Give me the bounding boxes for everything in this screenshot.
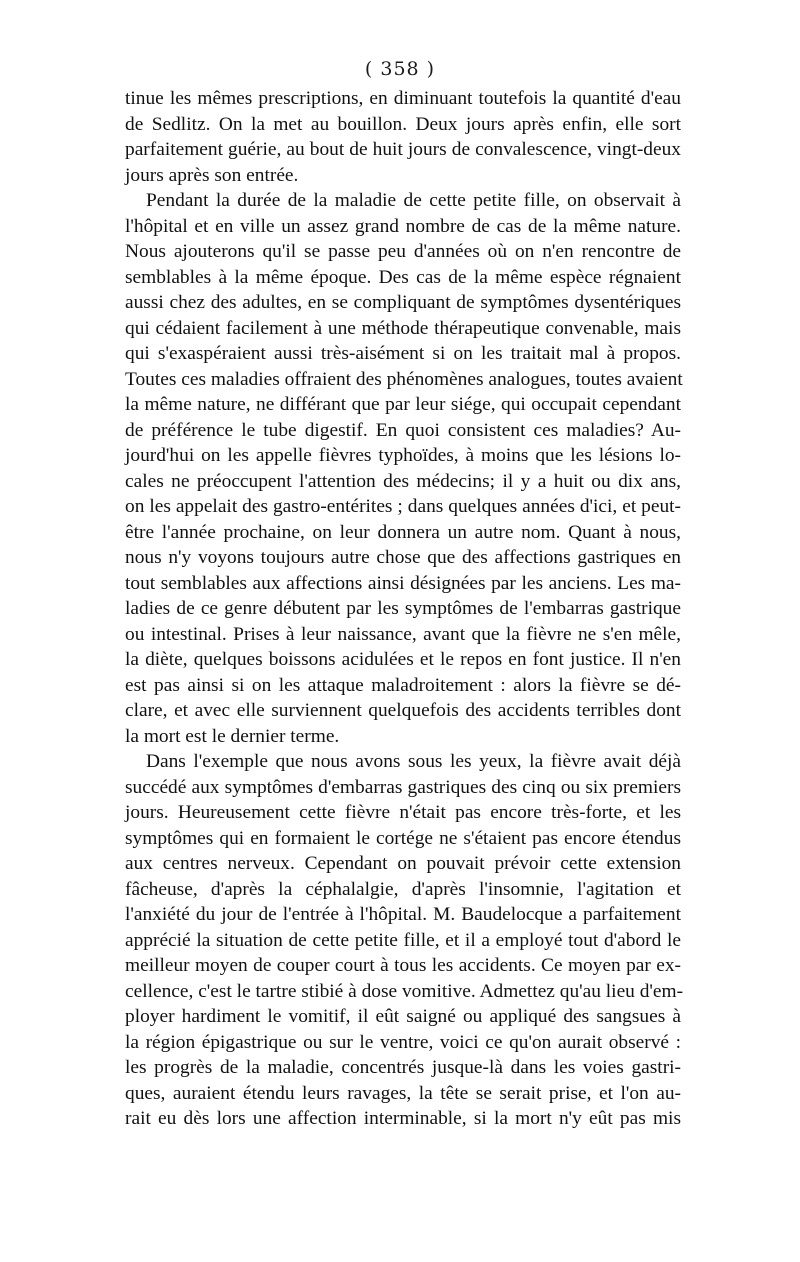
text-line: la mort est le dernier terme. [125, 725, 340, 747]
text-line: Toutes ces maladies offraient des phénomènes analogues, toutes avaient [125, 368, 683, 390]
text-line: aux centres nerveux. Cependant on pouvait prévoir cette extension [125, 853, 681, 874]
text-line: apprécié la situation de cette petite fille, et il a employé tout d'abord le [125, 929, 681, 951]
text-line: jourd'hui on les appelle fièvres typhoïdes, à moins que les lésions lo- [125, 445, 681, 466]
text-line: meilleur moyen de couper court à tous les accidents. Ce moyen par ex- [125, 955, 681, 976]
text-line: de préférence le tube digestif. En quoi consistent ces maladies? Au- [125, 419, 681, 441]
text-line: la même nature, ne différant que par leur siége, qui occupait cependant [125, 394, 681, 415]
text-line: nous n'y voyons toujours autre chose que des affections gastriques en [125, 547, 681, 568]
text-line: on les appelait des gastro-entérites ; dans quelques années d'ici, et peut- [125, 496, 681, 517]
text-line: Dans l'exemple que nous avons sous les yeux, la fièvre avait déjà [146, 751, 681, 772]
text-line: clare, et avec elle surviennent quelquefois des accidents terribles dont [125, 700, 681, 721]
text-line: tinue les mêmes prescriptions, en diminuant toutefois la quantité d'eau [125, 88, 681, 109]
text-line: être l'année prochaine, on leur donnera un autre nom. Quant à nous, [125, 521, 681, 543]
paragraph [125, 86, 681, 188]
text-line: cales ne préoccupent l'attention des médecins; il y a huit ou dix ans, [125, 470, 681, 492]
text-line: parfaitement guérie, au bout de huit jours de convalescence, vingt-deux [125, 139, 681, 160]
text-line: l'anxiété du jour de l'entrée à l'hôpital. M. Baudelocque a parfaitement [125, 904, 681, 925]
text-line: de Sedlitz. On la met au bouillon. Deux jours après enfin, elle sort [125, 113, 681, 135]
text-line: Pendant la durée de la maladie de cette petite fille, on observait à [146, 190, 681, 211]
text-line: rait eu dès lors une affection interminable, si la mort n'y eût pas mis [125, 1108, 681, 1129]
paragraph [125, 188, 681, 749]
text-line: tout semblables aux affections ainsi désignées par les anciens. Les ma- [125, 572, 681, 594]
text-line: l'hôpital et en ville un assez grand nombre de cas de la même nature. [125, 215, 681, 237]
text-line: qui cédaient facilement à une méthode thérapeutique convenable, mais [125, 317, 681, 339]
text-line: la région épigastrique ou sur le ventre, voici ce qu'on aurait observé : [125, 1031, 681, 1053]
text-line: jours après son entrée. [125, 164, 299, 186]
text-line: fâcheuse, d'après la céphalalgie, d'après l'insomnie, l'agitation et [125, 878, 681, 900]
paragraph [125, 749, 684, 1132]
text-line: ou intestinal. Prises à leur naissance, avant que la fièvre ne s'en mêle, [125, 623, 681, 645]
text-line: jours. Heureusement cette fièvre n'était pas encore très-forte, et les [125, 802, 681, 823]
text-line: ladies de ce genre débutent par les symptômes de l'embarras gastrique [125, 598, 681, 619]
page-number: ( 358 ) [364, 58, 436, 80]
text-line: semblables à la même époque. Des cas de la même espèce régnaient [125, 266, 681, 288]
text-line: les progrès de la maladie, concentrés jusque-là dans les voies gastri- [125, 1057, 681, 1078]
text-line: aussi chez des adultes, en se compliquant de symptômes dysentériques [125, 292, 681, 313]
text-line: cellence, c'est le tartre stibié à dose vomitive. Admettez qu'au lieu d'em- [125, 980, 684, 1002]
text-line: la diète, quelques boissons acidulées et le repos en font justice. Il n'en [125, 649, 681, 670]
text-line: est pas ainsi si on les attaque maladroitement : alors la fièvre se dé- [125, 674, 681, 696]
text-line: ques, auraient étendu leurs ravages, la tête se serait prise, et l'on au- [125, 1082, 681, 1104]
text-line: ployer hardiment le vomitif, il eût saigné ou appliqué des sangsues à [125, 1006, 681, 1027]
text-line: succédé aux symptômes d'embarras gastriques des cinq ou six premiers [125, 776, 681, 798]
body-text [125, 86, 684, 1132]
text-line: Nous ajouterons qu'il se passe peu d'années où on n'en rencontre de [125, 241, 681, 262]
text-line: symptômes qui en formaient le cortége ne s'étaient pas encore étendus [125, 827, 681, 849]
text-line: qui s'exaspéraient aussi très-aisément si on les traitait mal à propos. [125, 343, 681, 364]
